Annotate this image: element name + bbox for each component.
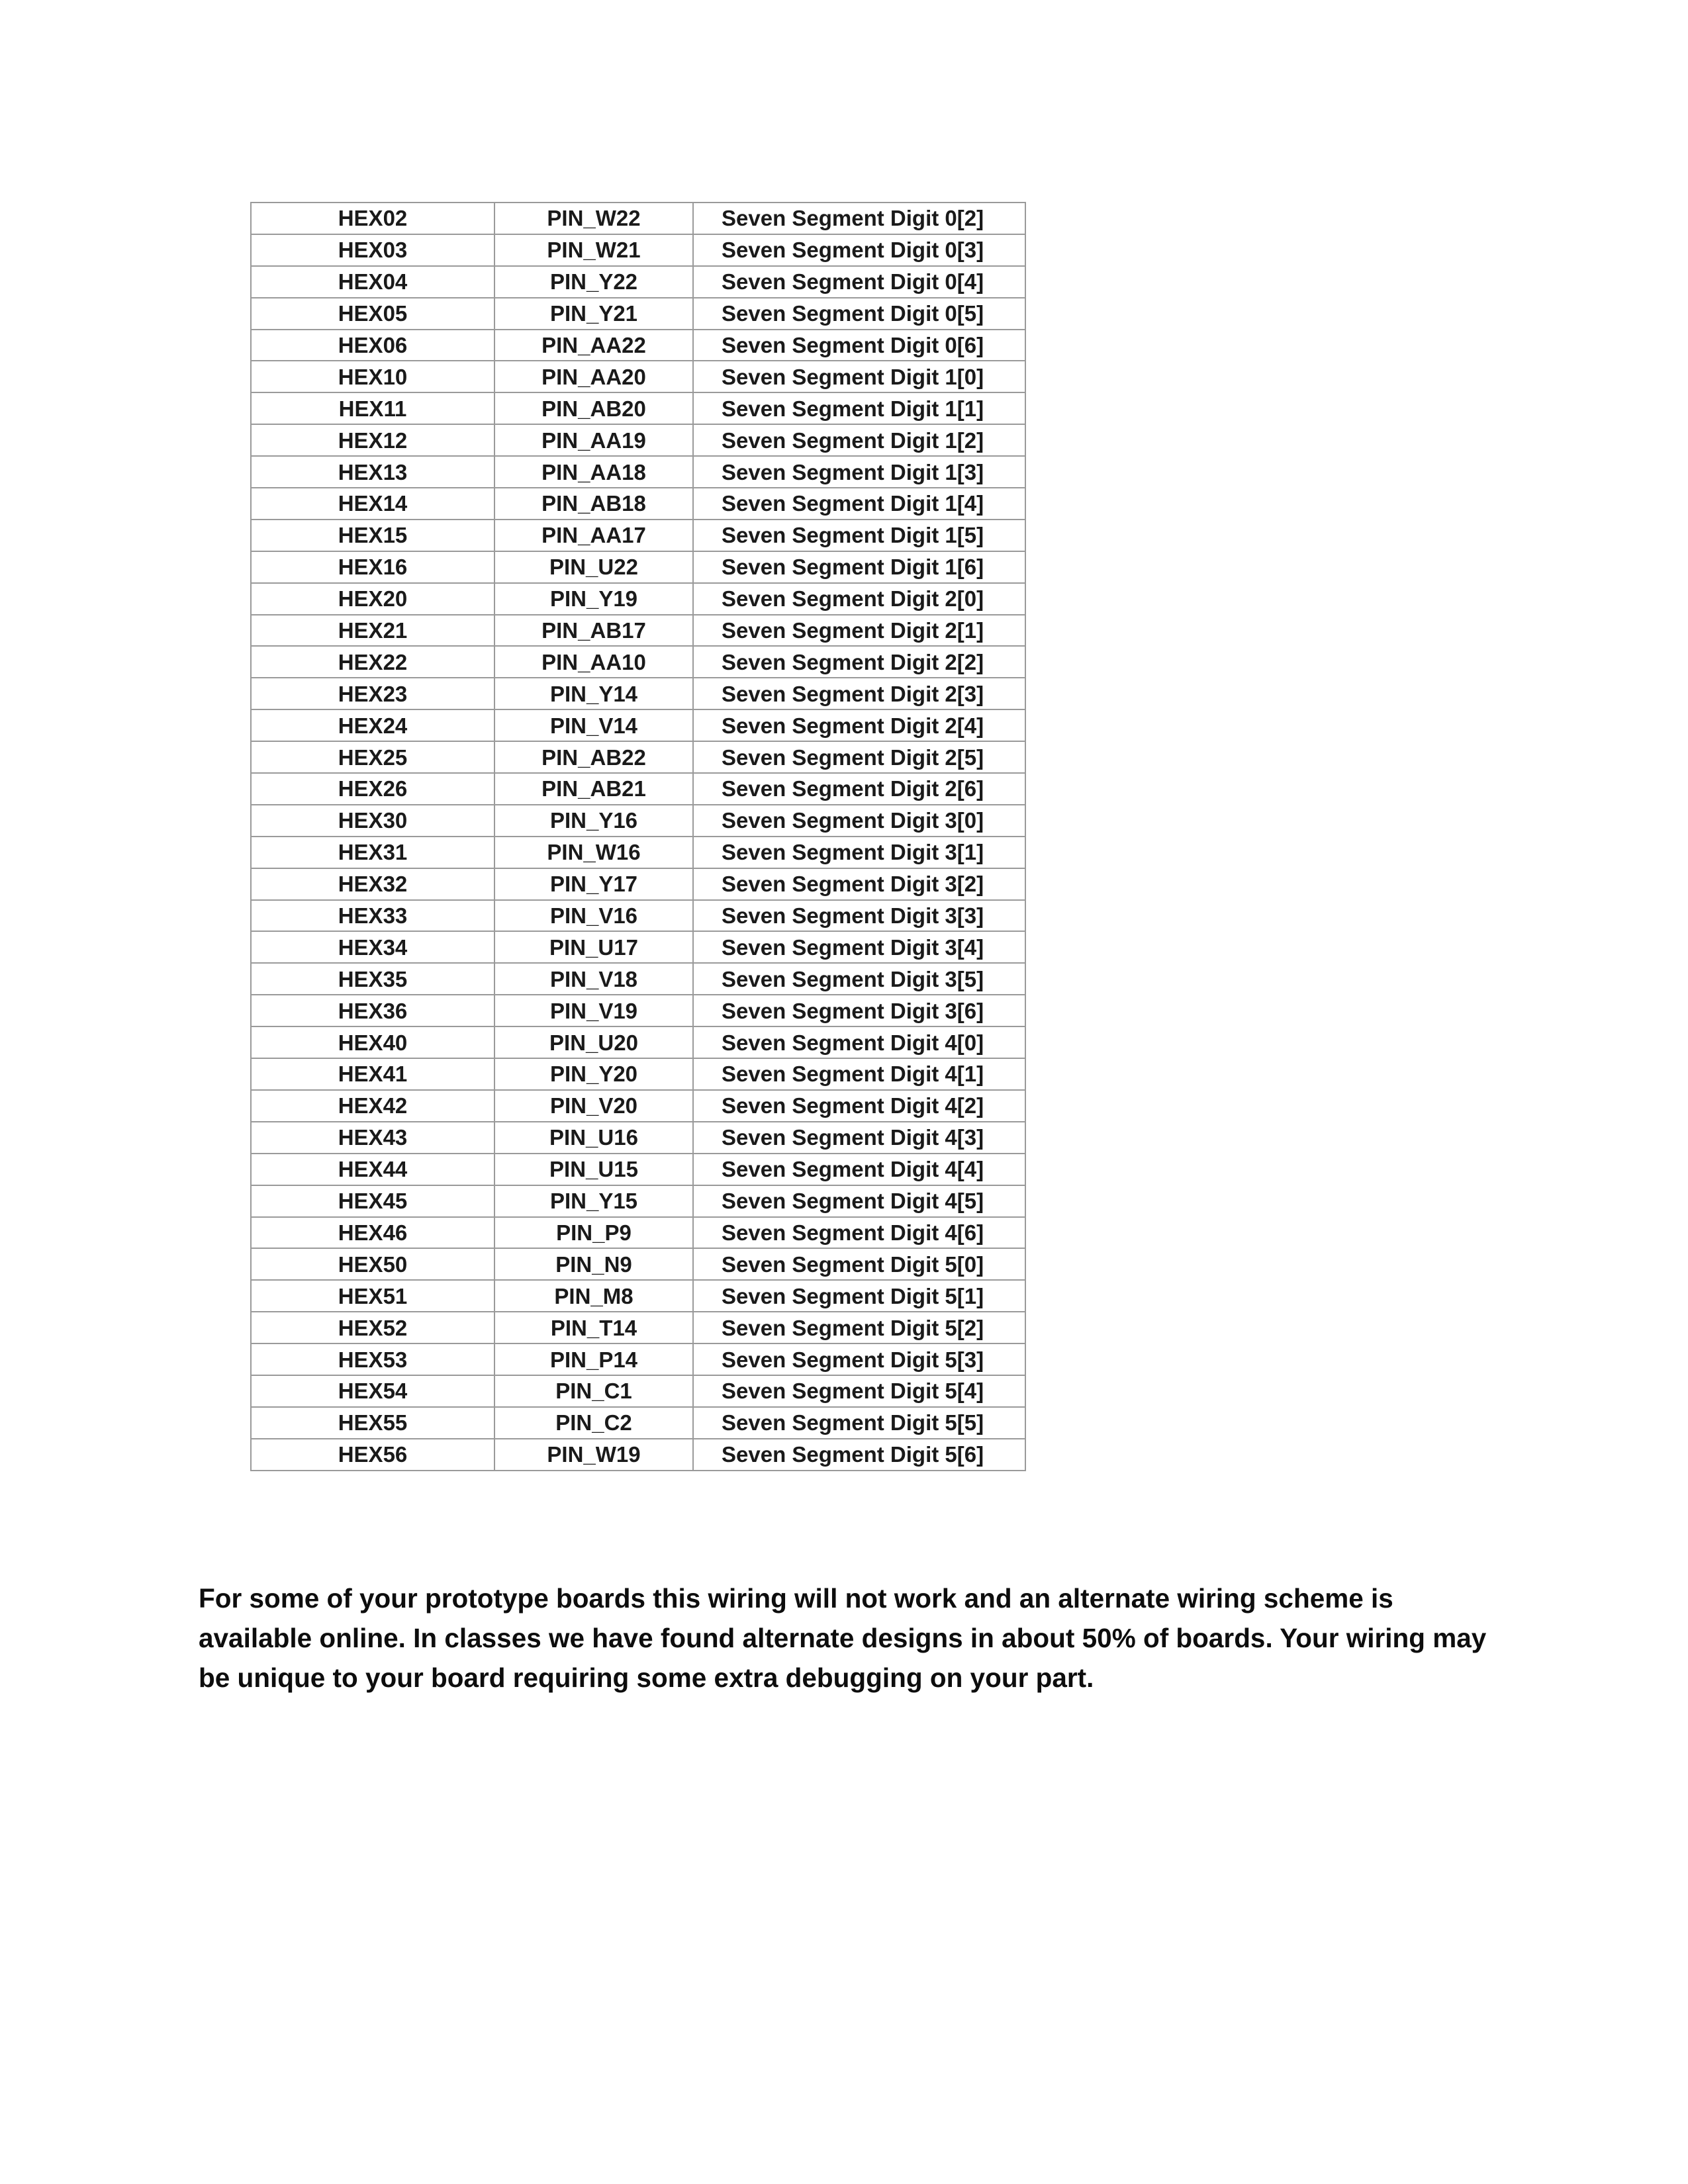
signal-name-cell: HEX34 — [251, 931, 494, 963]
pin-location-cell: PIN_AB17 — [494, 615, 693, 647]
table-row — [251, 1154, 1025, 1185]
pin-location-cell: PIN_W16 — [494, 837, 693, 868]
pin-location-cell: PIN_Y19 — [494, 583, 693, 615]
pin-location-cell: PIN_AB21 — [494, 773, 693, 805]
pin-location-cell: PIN_P9 — [494, 1217, 693, 1249]
pin-description-cell: Seven Segment Digit 4[3] — [693, 1122, 1025, 1154]
pin-description-cell: Seven Segment Digit 3[2] — [693, 868, 1025, 900]
pin-description-cell: Seven Segment Digit 1[1] — [693, 392, 1025, 424]
pin-location-cell: PIN_N9 — [494, 1248, 693, 1280]
pin-location-cell: PIN_U17 — [494, 931, 693, 963]
signal-name-cell: HEX22 — [251, 646, 494, 678]
table-row — [251, 234, 1025, 266]
table-row — [251, 931, 1025, 963]
pin-location-cell: PIN_C1 — [494, 1375, 693, 1407]
pin-description-cell: Seven Segment Digit 1[6] — [693, 551, 1025, 583]
signal-name-cell: HEX11 — [251, 392, 494, 424]
signal-name-cell: HEX56 — [251, 1439, 494, 1471]
pin-location-cell: PIN_AA18 — [494, 456, 693, 488]
pin-description-cell: Seven Segment Digit 1[4] — [693, 488, 1025, 520]
pin-description-cell: Seven Segment Digit 3[6] — [693, 995, 1025, 1026]
table-row — [251, 678, 1025, 709]
table-row — [251, 1312, 1025, 1343]
table-row — [251, 837, 1025, 868]
pin-location-cell: PIN_Y15 — [494, 1185, 693, 1217]
pin-description-cell: Seven Segment Digit 5[3] — [693, 1343, 1025, 1375]
signal-name-cell: HEX53 — [251, 1343, 494, 1375]
pin-description-cell: Seven Segment Digit 2[5] — [693, 741, 1025, 773]
pin-description-cell: Seven Segment Digit 0[4] — [693, 266, 1025, 298]
pin-location-cell: PIN_U22 — [494, 551, 693, 583]
pin-description-cell: Seven Segment Digit 4[5] — [693, 1185, 1025, 1217]
table-row — [251, 1058, 1025, 1090]
table-row — [251, 1375, 1025, 1407]
table-row — [251, 583, 1025, 615]
pin-location-cell: PIN_U20 — [494, 1026, 693, 1058]
pin-description-cell: Seven Segment Digit 5[2] — [693, 1312, 1025, 1343]
table-row — [251, 615, 1025, 647]
signal-name-cell: HEX33 — [251, 900, 494, 932]
table-row — [251, 1280, 1025, 1312]
pin-location-cell: PIN_AB18 — [494, 488, 693, 520]
pin-location-cell: PIN_Y21 — [494, 298, 693, 330]
pin-location-cell: PIN_W22 — [494, 203, 693, 234]
pin-location-cell: PIN_Y22 — [494, 266, 693, 298]
pin-location-cell: PIN_AB22 — [494, 741, 693, 773]
signal-name-cell: HEX42 — [251, 1090, 494, 1122]
pin-location-cell: PIN_V18 — [494, 963, 693, 995]
table-row — [251, 900, 1025, 932]
signal-name-cell: HEX41 — [251, 1058, 494, 1090]
table-row — [251, 963, 1025, 995]
table-row — [251, 1217, 1025, 1249]
pin-location-cell: PIN_M8 — [494, 1280, 693, 1312]
pin-location-cell: PIN_U16 — [494, 1122, 693, 1154]
signal-name-cell: HEX30 — [251, 805, 494, 837]
pin-location-cell: PIN_T14 — [494, 1312, 693, 1343]
table-row — [251, 456, 1025, 488]
table-row — [251, 1343, 1025, 1375]
table-row — [251, 741, 1025, 773]
signal-name-cell: HEX04 — [251, 266, 494, 298]
pin-location-cell: PIN_P14 — [494, 1343, 693, 1375]
signal-name-cell: HEX03 — [251, 234, 494, 266]
signal-name-cell: HEX16 — [251, 551, 494, 583]
signal-name-cell: HEX32 — [251, 868, 494, 900]
signal-name-cell: HEX20 — [251, 583, 494, 615]
table-row — [251, 709, 1025, 741]
signal-name-cell: HEX23 — [251, 678, 494, 709]
pin-description-cell: Seven Segment Digit 3[5] — [693, 963, 1025, 995]
pin-location-cell: PIN_AB20 — [494, 392, 693, 424]
signal-name-cell: HEX54 — [251, 1375, 494, 1407]
pin-description-cell: Seven Segment Digit 1[5] — [693, 520, 1025, 551]
signal-name-cell: HEX15 — [251, 520, 494, 551]
pin-description-cell: Seven Segment Digit 3[1] — [693, 837, 1025, 868]
signal-name-cell: HEX55 — [251, 1407, 494, 1439]
table-row — [251, 1090, 1025, 1122]
signal-name-cell: HEX10 — [251, 361, 494, 392]
signal-name-cell: HEX50 — [251, 1248, 494, 1280]
pin-description-cell: Seven Segment Digit 4[6] — [693, 1217, 1025, 1249]
signal-name-cell: HEX44 — [251, 1154, 494, 1185]
pin-description-cell: Seven Segment Digit 2[0] — [693, 583, 1025, 615]
table-row — [251, 298, 1025, 330]
pin-location-cell: PIN_Y20 — [494, 1058, 693, 1090]
table-row — [251, 424, 1025, 456]
pin-description-cell: Seven Segment Digit 2[6] — [693, 773, 1025, 805]
pin-description-cell: Seven Segment Digit 4[1] — [693, 1058, 1025, 1090]
pin-description-cell: Seven Segment Digit 1[3] — [693, 456, 1025, 488]
wiring-note-paragraph: For some of your prototype boards this wiring will not work and an alternate wiring scheme is available online. In classes we have found alternate designs in about 50% of boards. Your wiring may be unique to your board requiring some extra debugging on your part. — [199, 1583, 1487, 1693]
table-row — [251, 1026, 1025, 1058]
signal-name-cell: HEX26 — [251, 773, 494, 805]
table-row — [251, 361, 1025, 392]
pin-location-cell: PIN_AA17 — [494, 520, 693, 551]
table-row — [251, 551, 1025, 583]
table-row — [251, 995, 1025, 1026]
signal-name-cell: HEX12 — [251, 424, 494, 456]
pin-location-cell: PIN_V20 — [494, 1090, 693, 1122]
pin-description-cell: Seven Segment Digit 5[1] — [693, 1280, 1025, 1312]
pin-description-cell: Seven Segment Digit 0[5] — [693, 298, 1025, 330]
pin-location-cell: PIN_W19 — [494, 1439, 693, 1471]
table-row — [251, 266, 1025, 298]
table-row — [251, 773, 1025, 805]
signal-name-cell: HEX45 — [251, 1185, 494, 1217]
table-row — [251, 1407, 1025, 1439]
pin-description-cell: Seven Segment Digit 3[3] — [693, 900, 1025, 932]
table-row — [251, 488, 1025, 520]
pin-description-cell: Seven Segment Digit 4[4] — [693, 1154, 1025, 1185]
signal-name-cell: HEX46 — [251, 1217, 494, 1249]
pin-location-cell: PIN_AA10 — [494, 646, 693, 678]
pin-location-cell: PIN_Y17 — [494, 868, 693, 900]
pin-description-cell: Seven Segment Digit 0[3] — [693, 234, 1025, 266]
pin-location-cell: PIN_W21 — [494, 234, 693, 266]
table-row — [251, 520, 1025, 551]
table-row — [251, 646, 1025, 678]
table-row — [251, 1122, 1025, 1154]
pin-location-cell: PIN_V14 — [494, 709, 693, 741]
pin-description-cell: Seven Segment Digit 3[0] — [693, 805, 1025, 837]
signal-name-cell: HEX36 — [251, 995, 494, 1026]
pin-location-cell: PIN_Y16 — [494, 805, 693, 837]
pin-description-cell: Seven Segment Digit 4[2] — [693, 1090, 1025, 1122]
signal-name-cell: HEX51 — [251, 1280, 494, 1312]
pin-description-cell: Seven Segment Digit 0[6] — [693, 330, 1025, 361]
signal-name-cell: HEX06 — [251, 330, 494, 361]
pin-description-cell: Seven Segment Digit 5[4] — [693, 1375, 1025, 1407]
pin-location-cell: PIN_Y14 — [494, 678, 693, 709]
pin-description-cell: Seven Segment Digit 1[2] — [693, 424, 1025, 456]
pin-description-cell: Seven Segment Digit 2[4] — [693, 709, 1025, 741]
table-row — [251, 203, 1025, 234]
pin-assignment-table — [250, 202, 1026, 1471]
signal-name-cell: HEX24 — [251, 709, 494, 741]
signal-name-cell: HEX52 — [251, 1312, 494, 1343]
pin-location-cell: PIN_V19 — [494, 995, 693, 1026]
table-row — [251, 330, 1025, 361]
signal-name-cell: HEX14 — [251, 488, 494, 520]
signal-name-cell: HEX35 — [251, 963, 494, 995]
pin-location-cell: PIN_U15 — [494, 1154, 693, 1185]
table-row — [251, 392, 1025, 424]
pin-description-cell: Seven Segment Digit 0[2] — [693, 203, 1025, 234]
table-row — [251, 1248, 1025, 1280]
signal-name-cell: HEX40 — [251, 1026, 494, 1058]
table-row — [251, 1185, 1025, 1217]
pin-description-cell: Seven Segment Digit 2[2] — [693, 646, 1025, 678]
pin-location-cell: PIN_AA22 — [494, 330, 693, 361]
pin-description-cell: Seven Segment Digit 3[4] — [693, 931, 1025, 963]
pin-description-cell: Seven Segment Digit 5[5] — [693, 1407, 1025, 1439]
signal-name-cell: HEX02 — [251, 203, 494, 234]
pin-location-cell: PIN_C2 — [494, 1407, 693, 1439]
signal-name-cell: HEX25 — [251, 741, 494, 773]
pin-location-cell: PIN_V16 — [494, 900, 693, 932]
pin-location-cell: PIN_AA20 — [494, 361, 693, 392]
signal-name-cell: HEX31 — [251, 837, 494, 868]
signal-name-cell: HEX05 — [251, 298, 494, 330]
pin-table-body — [251, 203, 1025, 1471]
pin-description-cell: Seven Segment Digit 5[6] — [693, 1439, 1025, 1471]
table-row — [251, 1439, 1025, 1471]
pin-description-cell: Seven Segment Digit 2[1] — [693, 615, 1025, 647]
pin-description-cell: Seven Segment Digit 5[0] — [693, 1248, 1025, 1280]
signal-name-cell: HEX13 — [251, 456, 494, 488]
pin-description-cell: Seven Segment Digit 2[3] — [693, 678, 1025, 709]
pin-location-cell: PIN_AA19 — [494, 424, 693, 456]
pin-description-cell: Seven Segment Digit 4[0] — [693, 1026, 1025, 1058]
table-row — [251, 868, 1025, 900]
table-row — [251, 805, 1025, 837]
pin-description-cell: Seven Segment Digit 1[0] — [693, 361, 1025, 392]
signal-name-cell: HEX43 — [251, 1122, 494, 1154]
signal-name-cell: HEX21 — [251, 615, 494, 647]
